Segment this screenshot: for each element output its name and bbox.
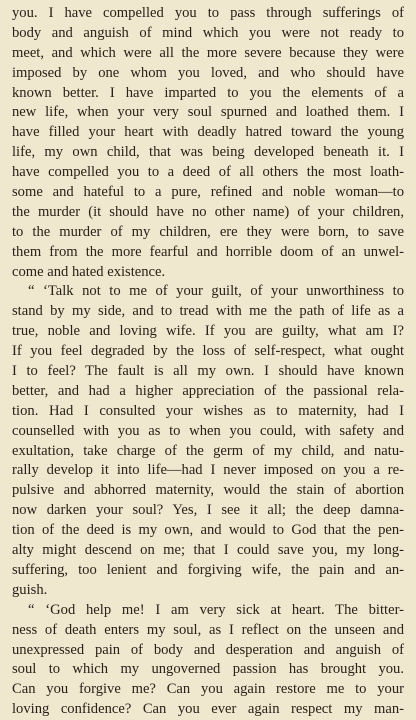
text-line: tion of the deed is my own, and would to God that the pen- (12, 522, 404, 539)
text-line: guish. (12, 581, 48, 598)
text-line: better, and had a higher appreciation of the passional rela- (12, 382, 404, 399)
text-line: meet, and which were all the more severe because they were (12, 44, 404, 61)
text-line: life, my own child, that was being developed beneath it. I (12, 144, 404, 161)
text-line: unexpressed pain of body and desperation and anguish of (12, 641, 404, 658)
text-line: “ ‘Talk not to me of your guilt, of your unworthiness to (28, 283, 404, 300)
text-line: known better. I have imparted to you the elements of a (12, 84, 404, 101)
text-line: have compelled you to a deed of all others the most loath- (12, 164, 404, 181)
text-line: stand by my side, and to tread with me the path of life as a (12, 303, 404, 320)
paragraph-2 (12, 282, 404, 600)
text-line: rally develop it into life—had I never imposed on you a re- (12, 462, 404, 479)
text-line: exultation, take charge of the germ of my child, and natu- (12, 442, 404, 459)
text-line: soul to which my ungoverned passion has brought you. (12, 661, 404, 678)
text-line: you. I have compelled you to pass through sufferings of (12, 5, 404, 21)
paragraph-1 (12, 4, 404, 282)
text-line: come and hated existence. (12, 263, 166, 280)
text-line: pulsive and abhorred maternity, would the stain of abortion (12, 482, 404, 499)
text-line: to the murder of my children, ere they were born, to save (12, 223, 404, 240)
text-line: have filled your heart with deadly hatred toward the young (12, 124, 404, 141)
text-line: them from the more fearful and horrible doom of an unwel- (12, 243, 404, 260)
text-line: counselled with you as to when you could, with safety and (12, 422, 404, 439)
text-line: alty might descend on me; that I could save you, my long- (12, 542, 404, 559)
text-line: now darken your soul? Yes, I see it all; the deep damna- (12, 502, 404, 519)
text-line: true, noble and loving wife. If you are guilty, what am I? (12, 323, 404, 340)
text-line: If you feel degraded by the loss of self-respect, what ought (12, 343, 404, 360)
text-line: body and anguish of mind which you were not ready to (12, 24, 404, 41)
paragraph-3 (12, 601, 404, 720)
text-line: tion. Had I consulted your wishes as to maternity, had I (12, 402, 404, 419)
text-line: the murder (it should have no other name) of your children, (12, 203, 404, 220)
text-line: new life, when your very soul spurned and loathed them. I (12, 104, 404, 121)
text-line: imposed by one whom you loved, and who should have (12, 64, 404, 81)
text-line: “ ‘God help me! I am very sick at heart. The bitter- (28, 601, 404, 618)
text-line: suffering, too lenient and forgiving wife, the pain and an- (12, 561, 404, 578)
text-line: I to feel? The fault is all my own. I should have known (12, 363, 404, 380)
text-line: ness of death enters my soul, as I reflect on the unseen and (12, 621, 404, 638)
text-line: some and hateful to a pure, refined and noble woman—to (12, 184, 404, 201)
text-line: loving confidence? Can you ever again respect my man- (12, 701, 404, 718)
text-line: Can you forgive me? Can you again restore me to your (12, 681, 404, 698)
